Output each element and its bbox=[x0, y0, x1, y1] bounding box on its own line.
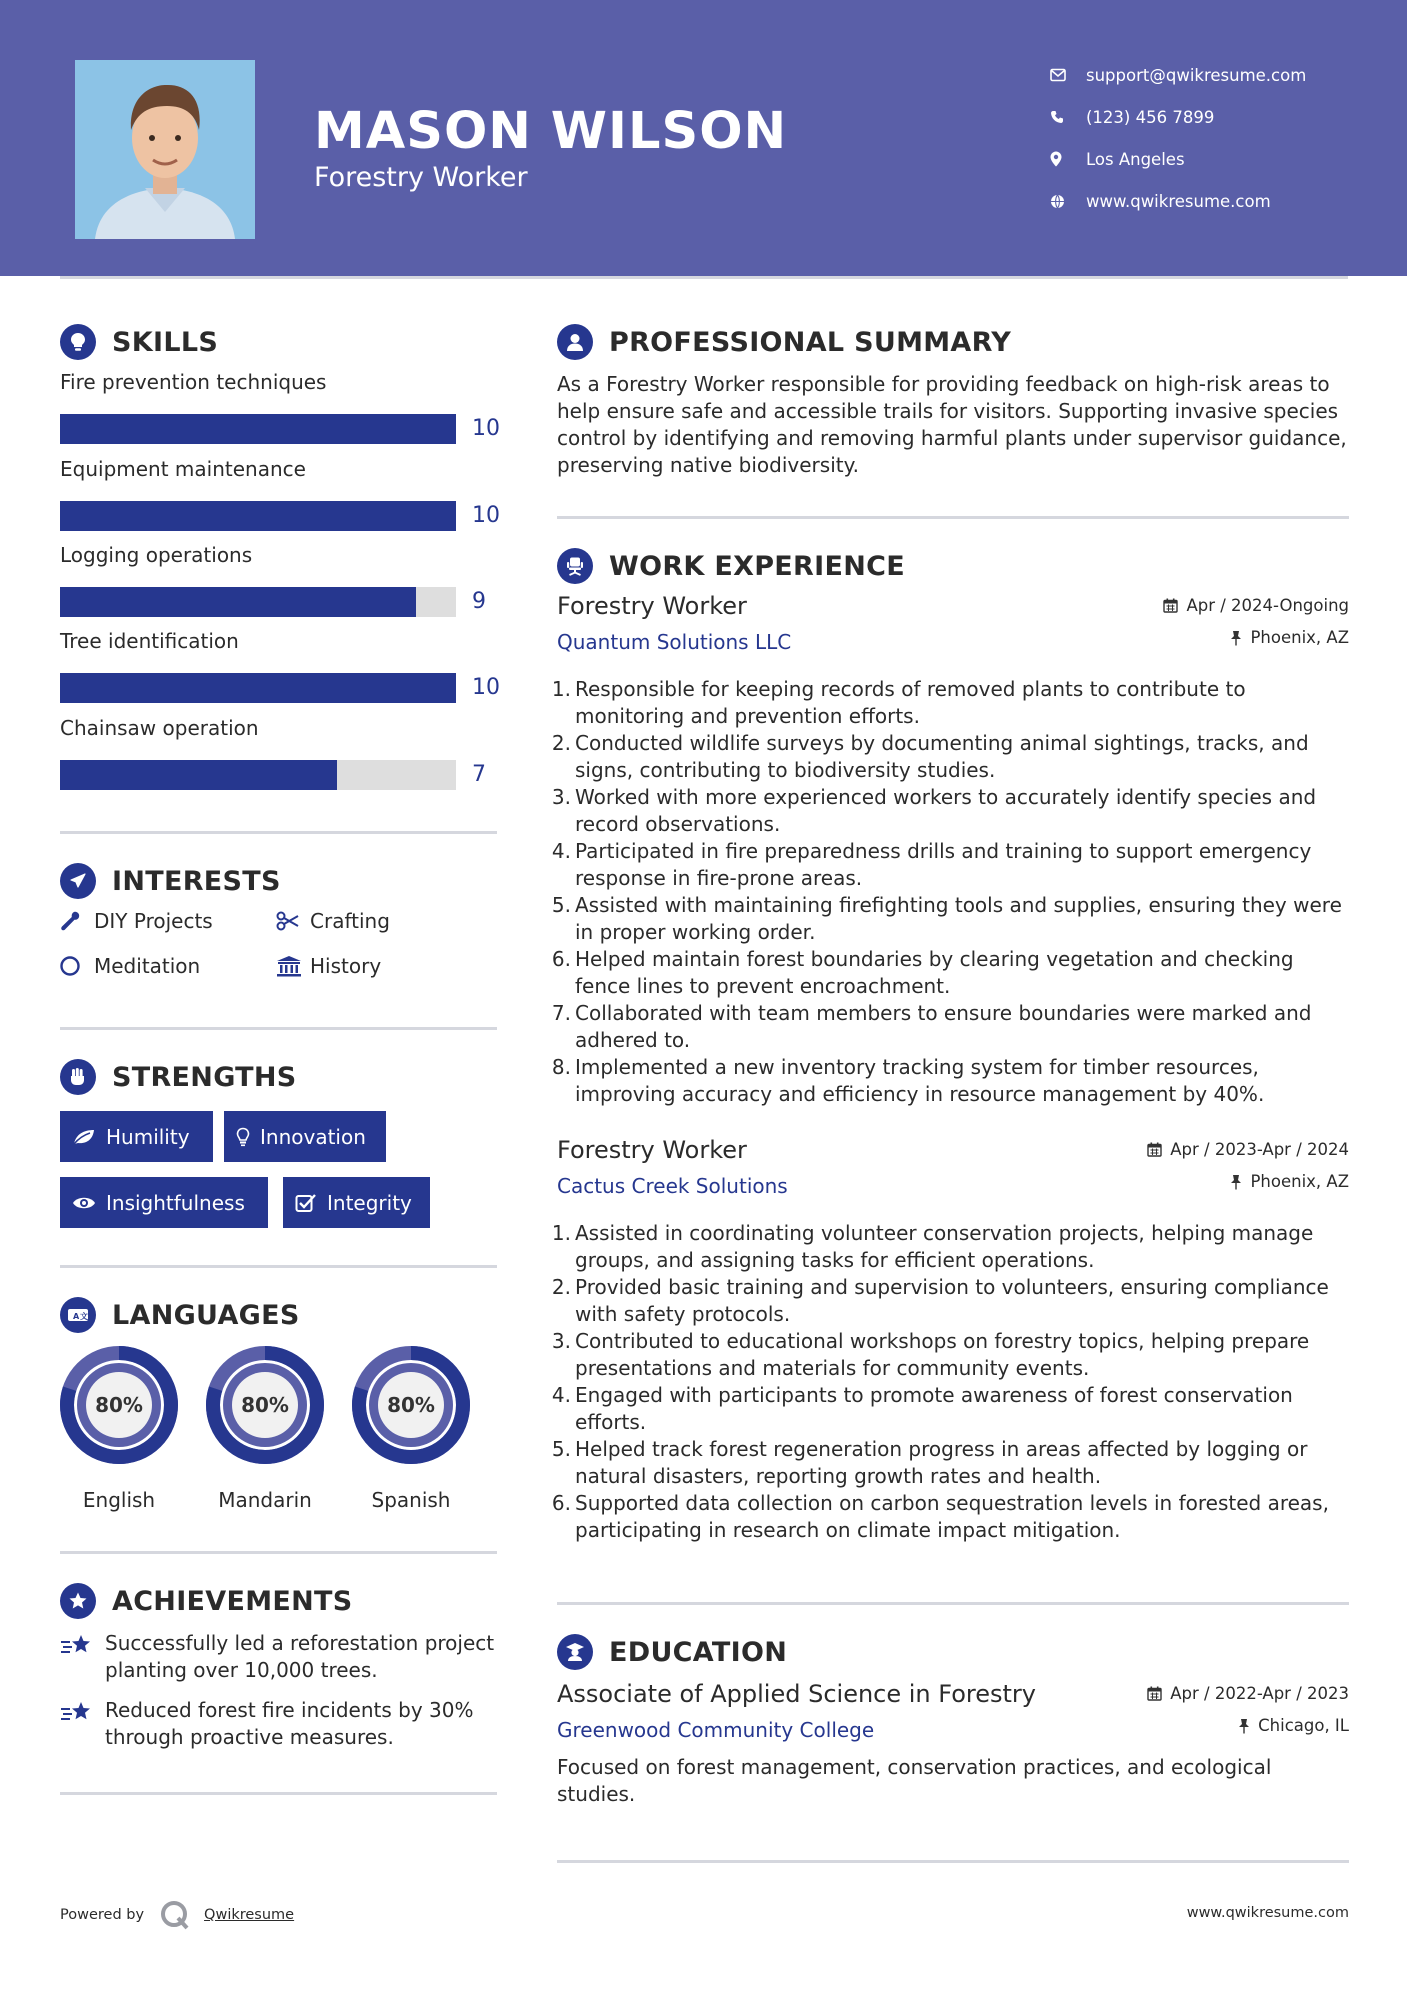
skill-bar-fill bbox=[60, 760, 337, 790]
duty-item: 4. Engaged with participants to promote awareness of forest conservation efforts. bbox=[551, 1382, 1351, 1436]
profile-photo bbox=[75, 60, 255, 239]
contact-website-text: www.qwikresume.com bbox=[1086, 191, 1271, 211]
skills-heading bbox=[60, 324, 218, 360]
pushpin-icon bbox=[1230, 1174, 1242, 1190]
strength-label: Integrity bbox=[327, 1190, 412, 1215]
section-divider bbox=[60, 1265, 497, 1268]
job-dates bbox=[1163, 596, 1349, 615]
job-location-text: Phoenix, AZ bbox=[1250, 628, 1349, 647]
skill-bar-fill bbox=[60, 673, 456, 703]
section-divider bbox=[557, 1602, 1349, 1605]
map-pin-icon bbox=[1050, 151, 1086, 167]
job-location bbox=[1230, 628, 1349, 647]
achievement-item bbox=[60, 1630, 500, 1684]
degree-title: Associate of Applied Science in Forestry bbox=[557, 1680, 1036, 1708]
candidate-name: MASON WILSON bbox=[314, 102, 788, 161]
candidate-title: Forestry Worker bbox=[314, 162, 528, 193]
duty-item: 6. Supported data collection on carbon sequestration levels in forested areas, participating in research on climate impact mitigation. bbox=[551, 1490, 1351, 1544]
wrench-icon bbox=[60, 910, 94, 932]
star-badge-icon bbox=[60, 1583, 96, 1619]
qwikresume-logo-icon bbox=[160, 1900, 190, 1930]
language-percent: 80% bbox=[387, 1393, 435, 1417]
contact-website[interactable] bbox=[1050, 180, 1390, 222]
language-item bbox=[350, 1344, 472, 1512]
lightbulb-icon bbox=[60, 324, 96, 360]
education-location-text: Chicago, IL bbox=[1258, 1716, 1349, 1735]
interest-item bbox=[60, 909, 213, 933]
duty-item: 8. Implemented a new inventory tracking system for timber resources, improving accuracy and efficiency in resource management by 40%. bbox=[551, 1054, 1351, 1108]
duty-text: Helped track forest regeneration progress in areas affected by logging or natural disasters, reporting growth rates and health. bbox=[575, 1437, 1308, 1488]
duty-text: Engaged with participants to promote awareness of forest conservation efforts. bbox=[575, 1383, 1293, 1434]
lightbulb-icon bbox=[236, 1127, 250, 1147]
skill-item bbox=[60, 543, 500, 614]
skill-value: 7 bbox=[472, 762, 486, 787]
job-company[interactable]: Cactus Creek Solutions bbox=[557, 1174, 788, 1198]
skill-value: 9 bbox=[472, 589, 486, 614]
footer-website[interactable]: www.qwikresume.com bbox=[1186, 1905, 1349, 1921]
paper-plane-icon bbox=[60, 863, 96, 899]
job-location bbox=[1230, 1172, 1349, 1191]
duty-item: 2. Conducted wildlife surveys by documenting animal sightings, tracks, and signs, contributing to biodiversity studies. bbox=[551, 730, 1351, 784]
duty-item: 1. Responsible for keeping records of removed plants to contribute to monitoring and prevention efforts. bbox=[551, 676, 1351, 730]
duty-text: Provided basic training and supervision to volunteers, ensuring compliance with safety protocols. bbox=[575, 1275, 1329, 1326]
duty-item: 3. Worked with more experienced workers to accurately identify species and record observations. bbox=[551, 784, 1351, 838]
duty-text: Helped maintain forest boundaries by clearing vegetation and checking fence lines to prevent encroachment. bbox=[575, 947, 1294, 998]
globe-icon bbox=[1050, 194, 1086, 209]
contact-email-text: support@qwikresume.com bbox=[1086, 65, 1307, 85]
footer-powered-by bbox=[60, 1900, 294, 1930]
education-entry bbox=[557, 1680, 1349, 1820]
scissors-icon bbox=[276, 911, 310, 931]
job-company[interactable]: Quantum Solutions LLC bbox=[557, 630, 792, 654]
interest-label: History bbox=[310, 954, 382, 978]
skill-bar bbox=[60, 760, 456, 790]
strength-chip bbox=[60, 1177, 268, 1228]
job-title: Forestry Worker bbox=[557, 592, 747, 620]
skill-item bbox=[60, 716, 500, 787]
svg-text:A: A bbox=[73, 1312, 80, 1321]
skill-bar bbox=[60, 673, 456, 703]
shooting-star-icon bbox=[60, 1697, 105, 1751]
languages-title: LANGUAGES bbox=[112, 1299, 300, 1331]
duty-text: Contributed to educational workshops on forestry topics, helping prepare presentations and materials for community events. bbox=[575, 1329, 1310, 1380]
strength-chip bbox=[283, 1177, 430, 1228]
duty-text: Worked with more experienced workers to accurately identify species and record observations. bbox=[575, 785, 1317, 836]
duty-text: Supported data collection on carbon sequestration levels in forested areas, participating in research on climate impact mitigation. bbox=[575, 1491, 1329, 1542]
experience-heading bbox=[557, 548, 905, 584]
translate-icon bbox=[60, 1297, 96, 1333]
skill-item bbox=[60, 457, 500, 528]
skill-bar bbox=[60, 587, 456, 617]
skills-title: SKILLS bbox=[112, 326, 219, 358]
section-divider bbox=[60, 1792, 497, 1795]
education-title: EDUCATION bbox=[609, 1636, 788, 1668]
graduate-icon bbox=[557, 1634, 593, 1670]
language-name: Spanish bbox=[371, 1488, 451, 1512]
duty-text: Participated in fire preparedness drills and training to support emergency response in fire-prone areas. bbox=[575, 839, 1312, 890]
language-percent: 80% bbox=[241, 1393, 289, 1417]
powered-by-text: Powered by bbox=[60, 1907, 145, 1923]
achievement-item bbox=[60, 1697, 500, 1751]
education-dates-text: Apr / 2022-Apr / 2023 bbox=[1170, 1684, 1349, 1703]
education-heading bbox=[557, 1634, 787, 1670]
skill-bar-fill bbox=[60, 587, 416, 617]
skill-bar bbox=[60, 501, 456, 531]
section-divider bbox=[60, 1027, 497, 1030]
pushpin-icon bbox=[1238, 1718, 1250, 1734]
language-name: Mandarin bbox=[218, 1488, 312, 1512]
pushpin-icon bbox=[1230, 630, 1242, 646]
contact-location bbox=[1050, 138, 1390, 180]
skill-value: 10 bbox=[472, 503, 500, 528]
duty-item: 7. Collaborated with team members to ensure boundaries were marked and adhered to. bbox=[551, 1000, 1351, 1054]
circle-icon bbox=[60, 955, 94, 977]
strength-label: Innovation bbox=[260, 1124, 366, 1149]
office-chair-icon bbox=[557, 548, 593, 584]
language-level-ring bbox=[204, 1344, 326, 1466]
skill-value: 10 bbox=[472, 675, 500, 700]
duty-text: Collaborated with team members to ensure boundaries were marked and adhered to. bbox=[575, 1001, 1312, 1052]
job-dates bbox=[1147, 1140, 1349, 1159]
contact-email[interactable] bbox=[1050, 54, 1390, 96]
language-item bbox=[204, 1344, 326, 1512]
qwikresume-link[interactable]: Qwikresume bbox=[204, 1907, 295, 1923]
duty-text: Conducted wildlife surveys by documenting animal sightings, tracks, and signs, contributing to biodiversity studies. bbox=[575, 731, 1309, 782]
strength-label: Insightfulness bbox=[106, 1190, 245, 1215]
section-divider bbox=[557, 1860, 1349, 1863]
education-location bbox=[1238, 1716, 1349, 1735]
duty-item: 2. Provided basic training and supervision to volunteers, ensuring compliance with safety protocols. bbox=[551, 1274, 1351, 1328]
job-dates-text: Apr / 2024-Ongoing bbox=[1186, 596, 1349, 615]
skill-label: Fire prevention techniques bbox=[60, 370, 327, 394]
summary-text: As a Forestry Worker responsible for providing feedback on high-risk areas to help ensure safe and accessible trails for visitors. Supporting invasive species control by identifying and removing harmful plants under supervisor guidance, preserving native biodiversity. bbox=[557, 372, 1347, 477]
section-divider bbox=[60, 1551, 497, 1554]
duty-item: 5. Assisted with maintaining firefighting tools and supplies, ensuring they were in proper working order. bbox=[551, 892, 1351, 946]
contact-location-text: Los Angeles bbox=[1086, 149, 1185, 169]
language-name: English bbox=[82, 1488, 156, 1512]
duty-item: 6. Helped maintain forest boundaries by clearing vegetation and checking fence lines to prevent encroachment. bbox=[551, 946, 1351, 1000]
skill-bar-fill bbox=[60, 414, 456, 444]
job-dates-text: Apr / 2023-Apr / 2024 bbox=[1170, 1140, 1349, 1159]
eye-icon bbox=[72, 1195, 96, 1211]
contact-phone[interactable] bbox=[1050, 96, 1390, 138]
skill-bar bbox=[60, 414, 456, 444]
duty-text: Assisted in coordinating volunteer conservation projects, helping manage groups, and assigning tasks for efficient operations. bbox=[575, 1221, 1314, 1272]
duty-item: 5. Helped track forest regeneration progress in areas affected by logging or natural disasters, reporting growth rates and health. bbox=[551, 1436, 1351, 1490]
strength-chip bbox=[224, 1111, 386, 1162]
skill-label: Logging operations bbox=[60, 543, 253, 567]
job-entry bbox=[551, 592, 1349, 1112]
interests-title: INTERESTS bbox=[112, 865, 281, 897]
interest-label: Crafting bbox=[310, 909, 390, 933]
duty-text: Implemented a new inventory tracking system for timber resources, improving accuracy and efficiency in resource management by 40%. bbox=[575, 1055, 1265, 1106]
job-location-text: Phoenix, AZ bbox=[1250, 1172, 1349, 1191]
museum-icon bbox=[276, 955, 310, 977]
achievements-title: ACHIEVEMENTS bbox=[112, 1585, 353, 1617]
languages-heading bbox=[60, 1297, 300, 1333]
skill-label: Chainsaw operation bbox=[60, 716, 259, 740]
job-entry bbox=[551, 1136, 1349, 1556]
language-level-ring bbox=[350, 1344, 472, 1466]
contact-list bbox=[1050, 54, 1390, 222]
language-percent: 80% bbox=[95, 1393, 143, 1417]
skill-label: Equipment maintenance bbox=[60, 457, 306, 481]
interest-label: DIY Projects bbox=[94, 909, 213, 933]
language-item bbox=[58, 1344, 180, 1512]
strength-label: Humility bbox=[106, 1124, 190, 1149]
language-level-ring bbox=[58, 1344, 180, 1466]
contact-phone-text: (123) 456 7899 bbox=[1086, 107, 1215, 127]
calendar-icon bbox=[1147, 1142, 1162, 1157]
calendar-icon bbox=[1163, 598, 1178, 613]
interest-item bbox=[60, 954, 200, 978]
skill-bar-fill bbox=[60, 501, 456, 531]
phone-icon bbox=[1050, 110, 1086, 124]
interest-item bbox=[276, 909, 390, 933]
duty-text: Responsible for keeping records of removed plants to contribute to monitoring and prevention efforts. bbox=[575, 677, 1246, 728]
duty-item: 4. Participated in fire preparedness drills and training to support emergency response in fire-prone areas. bbox=[551, 838, 1351, 892]
duty-text: Assisted with maintaining firefighting tools and supplies, ensuring they were in proper working order. bbox=[575, 893, 1342, 944]
skill-item bbox=[60, 629, 500, 700]
summary-heading bbox=[557, 324, 1011, 360]
job-duties bbox=[551, 1220, 1351, 1544]
interests-heading bbox=[60, 863, 281, 899]
school-name[interactable]: Greenwood Community College bbox=[557, 1718, 875, 1742]
skill-label: Tree identification bbox=[60, 629, 239, 653]
education-dates bbox=[1147, 1684, 1349, 1703]
skill-value: 10 bbox=[472, 416, 500, 441]
user-icon bbox=[557, 324, 593, 360]
experience-title: WORK EXPERIENCE bbox=[609, 550, 905, 582]
duty-item: 3. Contributed to educational workshops on forestry topics, helping prepare presentations and materials for community events. bbox=[551, 1328, 1351, 1382]
section-divider bbox=[557, 516, 1349, 519]
strengths-title: STRENGTHS bbox=[112, 1061, 297, 1093]
achievements-heading bbox=[60, 1583, 353, 1619]
checkbox-icon bbox=[295, 1193, 317, 1213]
resume-header bbox=[0, 0, 1407, 276]
raised-fist-icon bbox=[60, 1059, 96, 1095]
shooting-star-icon bbox=[60, 1630, 105, 1684]
job-duties bbox=[551, 676, 1351, 1108]
education-description: Focused on forest management, conservation practices, and ecological studies. bbox=[557, 1755, 1272, 1806]
interest-label: Meditation bbox=[94, 954, 201, 978]
envelope-icon bbox=[1050, 68, 1086, 82]
strengths-heading bbox=[60, 1059, 297, 1095]
leaf-icon bbox=[72, 1128, 96, 1146]
summary-title: PROFESSIONAL SUMMARY bbox=[609, 326, 1012, 358]
duty-item: 1. Assisted in coordinating volunteer conservation projects, helping manage groups, and assigning tasks for efficient operations. bbox=[551, 1220, 1351, 1274]
strength-chip bbox=[60, 1111, 213, 1162]
svg-text:文: 文 bbox=[80, 1312, 88, 1321]
interest-item bbox=[276, 954, 381, 978]
section-divider bbox=[60, 831, 497, 834]
header-divider bbox=[60, 276, 1348, 279]
achievement-text: Reduced forest fire incidents by 30% through proactive measures. bbox=[105, 1698, 474, 1749]
calendar-icon bbox=[1147, 1686, 1162, 1701]
job-title: Forestry Worker bbox=[557, 1136, 747, 1164]
skill-item bbox=[60, 370, 500, 441]
achievement-text: Successfully led a reforestation project planting over 10,000 trees. bbox=[105, 1631, 495, 1682]
